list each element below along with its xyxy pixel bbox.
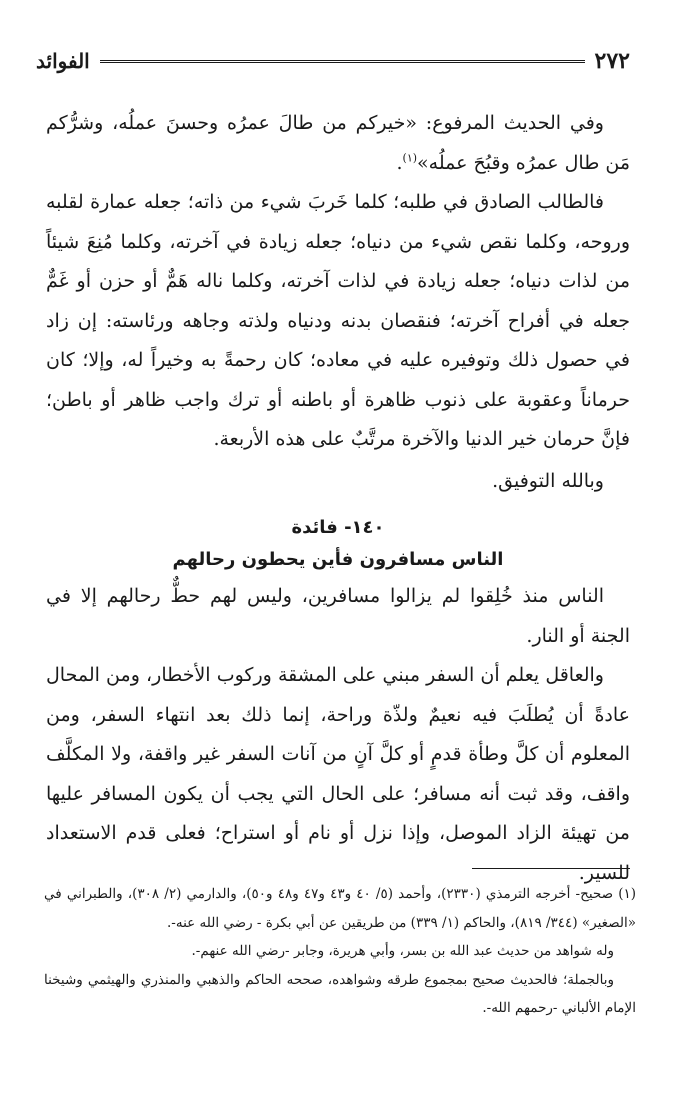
paragraph-seeker: فالطالب الصادق في طلبه؛ كلما خَربَ شيء من ذاته؛ جعله عمارة لقلبه وروحه، وكلما نقص شيء من دنياه؛ جعله زيادة في آخرته، وكلما مُنِعَ شيئاً من لذات دنياه؛ جعله زيادة في لذات آخرته، وكلما ناله هَمٌّ أو حزن أو غَمٌّ جعله في أفراح آخرته؛ فنقصان بدنه ودنياه ولذته وجاهه ورئاسته: إن زاد في حصول ذلك وتوفيره عليه في معاده؛ كان رحمةً به وخيراً له، وإلا؛ كان حرماناً وعقوبة على ذنوب ظاهرة أو باطنه أو ترك واجب ظاهر أو باطن؛ فإنَّ حرمان خير الدنيا والآخرة مرتَّبٌ على هذه الأربعة. [46,191,630,450]
closing-phrase: وبالله التوفيق. [492,469,604,492]
paragraph-travelers: الناس منذ خُلِقوا لم يزالوا مسافرين، وليس لهم حطٌّ رحالهم إلا في الجنة أو النار. [46,585,630,647]
footnote-ref: (١) [402,151,418,165]
paragraph-hadith [46,104,630,183]
paragraph-wise: والعاقل يعلم أن السفر مبني على المشقة وركوب الأخطار، ومن المحال عادةً أن يُطلَبَ فيه نعيمٌ ولذّة وراحة، إنما ذلك بعد انتهاء السفر، ومن المعلوم أن كلَّ وطأة قدمٍ أو كلَّ آنٍ من آنات السفر غير واقفة، ولا المكلَّف واقف، وقد ثبت أنه مسافر؛ على الحال التي يجب أن يكون المسافر عليها من تهيئة الزاد الموصل، وإذا نزل أو نام أو استراح؛ فعلى قدم الاستعداد للسير. [46,664,630,884]
hadith-text: وفي الحديث المرفوع: «خيركم من طالَ عمرُه وحسنَ عملُه، وشرُّكم مَن طال عمرُه وقبُحَ عملُه» [46,112,630,174]
running-title: الفوائد [36,49,90,73]
footnote-witnesses: وله شواهد من حديث عبد الله بن بسر، وأبي هريرة، وجابر -رضي الله عنهم-. [191,943,614,959]
header-rule [100,60,585,63]
footnote-summary: وبالجملة؛ فالحديث صحيح بمجموع طرقه وشواهده، صححه الحاكم والذهبي والمنذري والهيثمي وشيخنا الإمام الألباني -رحمهم الله-. [44,971,636,1016]
footnote-separator [472,868,630,869]
page-header [36,48,630,74]
section-title: الناس مسافرون فأين يحطون رحالهم [172,549,504,570]
page-number: ٢٧٢ [594,48,630,74]
footnotes [44,880,636,1023]
main-text [46,104,630,893]
hadith-end: . [396,151,403,174]
footnote-1: (١) صحيح- أخرجه الترمذي (٢٣٣٠)، وأحمد (٥/ ٤٠ و٤٣ و٤٧ و٤٨ و٥٠)، والدارمي (٢/ ٣٠٨)، والطبراني في «الصغير» (٣٤٤/ ٨١٩)، والحاكم (١/ ٣٣٩) من طريقين عن أبي بكرة - رضي الله عنه-. [44,886,637,931]
section-number: ١٤٠- فائدة [291,517,385,538]
